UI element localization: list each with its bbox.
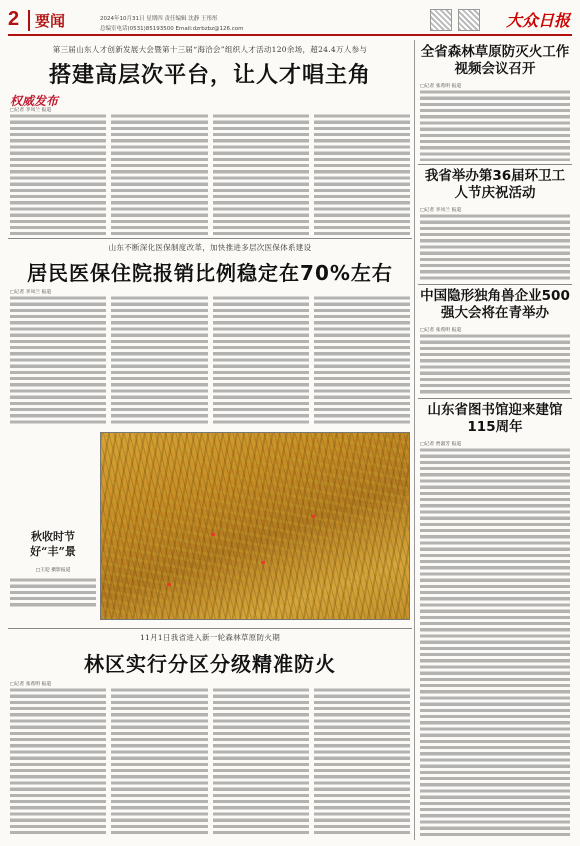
- harvester: [261, 561, 265, 564]
- body-column: [111, 113, 207, 235]
- section-divider: [418, 284, 572, 285]
- harvest-photo: [100, 432, 410, 620]
- body-column: [213, 687, 309, 837]
- right-byline-3: □记者 张希明 报道: [420, 328, 462, 333]
- page-number: 2: [8, 8, 20, 30]
- tag-label: 权威发布: [10, 94, 59, 108]
- lead-byline: □记者 李凤兰 报道: [10, 108, 52, 113]
- dateline: [100, 14, 244, 32]
- harvester: [167, 583, 171, 586]
- right-byline-2: □记者 李凤兰 报道: [420, 208, 462, 213]
- medical-kicker: 山东不断深化医保制度改革，加快推进多层次医保体系建设: [108, 243, 312, 252]
- right-headline-1: 全省森林草原防灭火工作视频会议召开: [420, 44, 570, 77]
- forest-kicker: 11月1日我省进入新一轮森林草原防火期: [139, 633, 280, 642]
- body-column: [213, 295, 309, 425]
- photo-credit: □王迎 摄影报道: [35, 567, 71, 573]
- qr-code-icon: [458, 9, 480, 31]
- section-divider: [8, 628, 412, 629]
- body-column: [314, 295, 410, 425]
- newspaper-logo: 大众日报: [505, 11, 570, 30]
- photo-caption: [10, 530, 96, 607]
- body-column: [10, 113, 106, 235]
- body-column: [111, 687, 207, 837]
- section-divider: [418, 164, 572, 165]
- lead-body: [10, 113, 410, 235]
- body-column: [213, 113, 309, 235]
- forest-headline: 林区实行分区分级精准防火: [84, 652, 336, 676]
- forest-body: [10, 687, 410, 837]
- section-divider: [8, 238, 412, 239]
- body-column: [10, 687, 106, 837]
- photo-texture: [101, 433, 409, 619]
- medical-byline: □记者 李凤兰 报道: [10, 290, 52, 295]
- body-column: [10, 295, 106, 425]
- harvester: [211, 533, 215, 536]
- photo-title-line2: 好“丰”景: [30, 544, 76, 558]
- section-title: 要闻: [28, 10, 65, 31]
- dateline-contact: 总编室电话(0531)85193500 Email:dzrbzbz@126.com: [100, 26, 244, 32]
- medical-body: [10, 295, 410, 425]
- body-column: [314, 687, 410, 837]
- right-headline-4: 山东省图书馆迎来建馆115周年: [427, 402, 563, 435]
- right-body-2: [420, 213, 570, 281]
- photo-title-line1: 秋收时节: [31, 530, 75, 543]
- medical-headline: 居民医保住院报销比例稳定在70%左右: [27, 261, 393, 285]
- qr-code-icon: [430, 9, 452, 31]
- lead-kicker: 第三届山东人才创新发展大会暨第十三届“海洽会”组织人才活动120余场，超24.4万人参与: [52, 45, 368, 54]
- right-headline-3: 中国隐形独角兽企业500强大会将在青举办: [420, 288, 570, 321]
- right-byline-1: □记者 张希明 报道: [420, 84, 462, 89]
- photo-caption-text: [10, 577, 96, 607]
- body-column: [314, 113, 410, 235]
- column-divider: [414, 40, 415, 840]
- harvester: [311, 515, 315, 518]
- forest-byline: □记者 张希明 报道: [10, 682, 52, 687]
- right-body-1: [420, 89, 570, 161]
- section-divider: [418, 398, 572, 399]
- right-body-4: [420, 447, 570, 837]
- right-byline-4: □记者 贾淑芳 报道: [420, 442, 462, 447]
- masthead: [8, 6, 572, 36]
- lead-headline: 搭建高层次平台，让人才唱主角: [48, 63, 371, 88]
- right-headline-2: 我省举办第36届环卫工人节庆祝活动: [424, 168, 566, 201]
- body-column: [111, 295, 207, 425]
- right-body-3: [420, 333, 570, 395]
- dateline-date: 2024年10月31日 星期四 责任编辑 沈静 王彤彤: [100, 16, 218, 22]
